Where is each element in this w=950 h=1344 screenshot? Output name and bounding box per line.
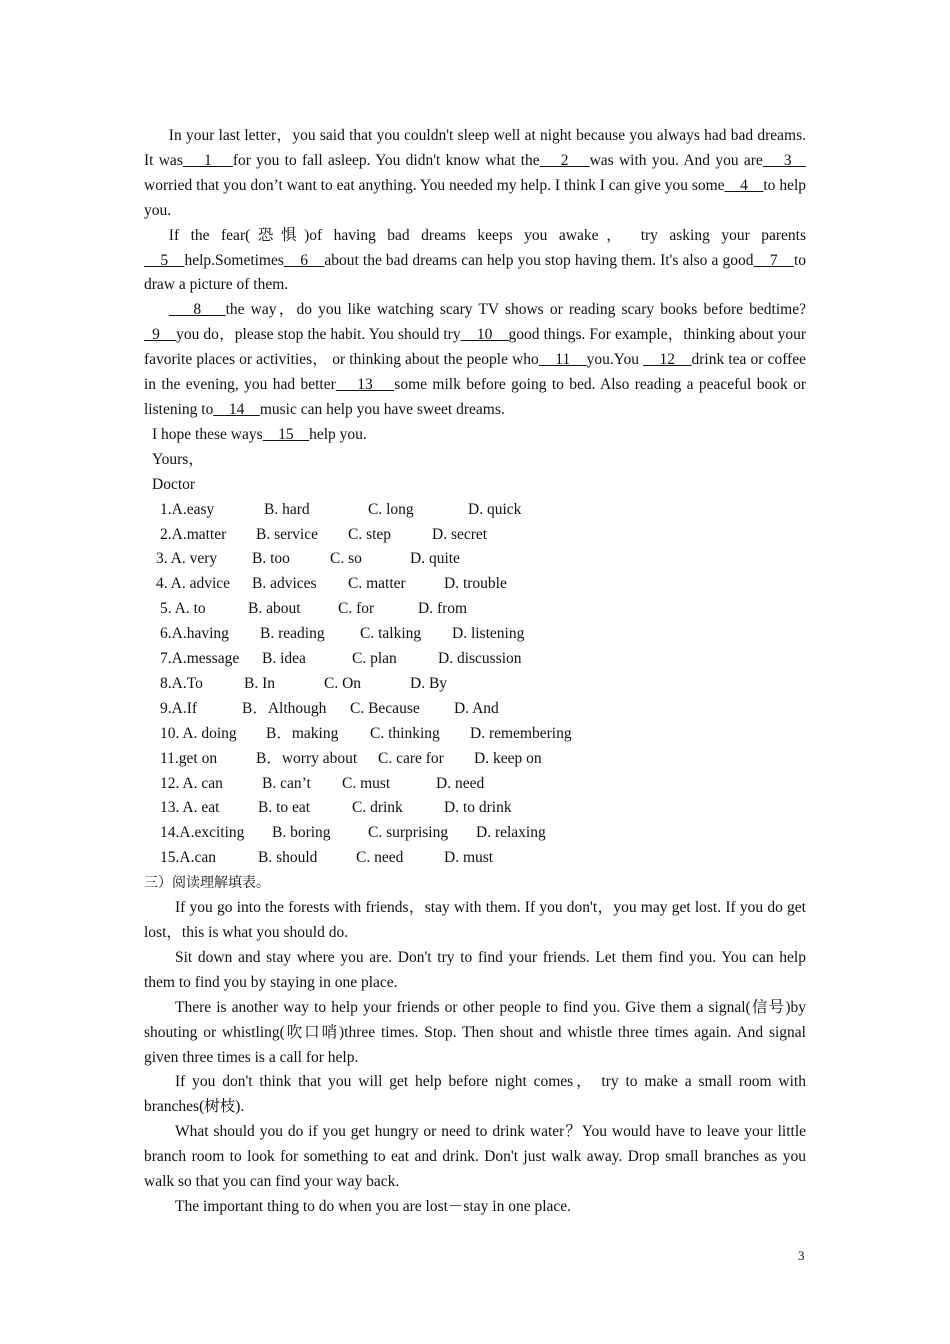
option-4-a: 4. A. advice: [156, 575, 231, 593]
option-row-15: [144, 846, 806, 871]
option-1-a: 1.A.easy: [160, 500, 215, 518]
blank-11: 11: [538, 351, 587, 369]
reading-paragraph-5: What should you do if you get hungry or need to drink water？You would have to leave your little branch room to look for something to eat and drink. Don't just walk away. Drop small branches as you walk so that you can find your way back.: [144, 1123, 806, 1191]
option-11-a: 11.get on: [160, 749, 218, 767]
letter-paragraph-4: I hope these ways 15 help you.: [152, 425, 367, 443]
option-10-a: 10. A. doing: [160, 724, 237, 742]
option-3-d: D. quite: [410, 550, 460, 568]
option-1-b: B. hard: [264, 500, 310, 518]
reading-paragraph-4: If you don't think that you will get help before night comes， try to make a small room with branches(树枝).: [144, 1073, 806, 1116]
options-list: [144, 498, 806, 872]
option-10-d: D. remembering: [470, 724, 572, 742]
option-6-a: 6.A.having: [160, 625, 229, 643]
blank-9: 9: [144, 326, 177, 344]
option-4-d: D. trouble: [444, 575, 507, 593]
option-row-4: [144, 572, 806, 597]
letter-paragraph-1: In your last letter，you said that you couldn't sleep well at night because you always had bad dreams. It was 1 for you to fall asleep. You didn't know what the 2 was with you. And you are 3 worried that you don’t want to eat anything. You needed my help. I think I can give you some 4 to help you.: [144, 127, 807, 219]
option-row-9: [144, 697, 806, 722]
option-6-b: B. reading: [260, 625, 325, 643]
option-row-12: [144, 772, 806, 797]
option-5-a: 5. A. to: [160, 600, 206, 618]
option-8-d: D. By: [410, 674, 448, 692]
option-12-a: 12. A. can: [160, 774, 223, 792]
option-15-c: C. need: [356, 849, 404, 867]
option-4-c: C. matter: [348, 575, 406, 593]
option-row-13: [144, 796, 806, 821]
option-row-8: [144, 672, 806, 697]
option-15-d: D. must: [444, 849, 494, 867]
option-14-a: 14.A.exciting: [160, 824, 245, 842]
option-row-10: [144, 722, 806, 747]
option-14-b: B. boring: [272, 824, 331, 842]
option-row-6: [144, 622, 806, 647]
option-11-b: B．worry about: [256, 749, 358, 767]
reading-paragraph-2: Sit down and stay where you are. Don't try to find your friends. Let them find you. You can help them to find you by staying in one place.: [144, 948, 806, 991]
reading-paragraph-6: The important thing to do when you are lost－stay in one place.: [175, 1197, 572, 1215]
option-2-c: C. step: [348, 525, 392, 543]
option-11-c: C. care for: [378, 749, 444, 767]
blank-13: 13: [335, 376, 395, 394]
option-15-a: 15.A.can: [160, 849, 216, 867]
option-12-d: D. need: [436, 774, 485, 792]
blank-10: 10: [460, 326, 509, 344]
letter-signature: Doctor: [152, 475, 196, 493]
option-7-a: 7.A.message: [160, 650, 240, 668]
option-2-a: 2.A.matter: [160, 525, 227, 543]
option-11-d: D. keep on: [474, 749, 542, 767]
option-10-b: B．making: [266, 724, 339, 742]
option-5-c: C. for: [338, 600, 375, 618]
page-number: 3: [798, 1248, 805, 1263]
option-12-c: C. must: [342, 774, 391, 792]
reading-paragraph-1: If you go into the forests with friends，stay with them. If you don't，you may get lost. If you do get lost，this is what you should do.: [144, 899, 806, 941]
option-7-c: C. plan: [352, 650, 397, 668]
option-row-5: [144, 597, 806, 622]
option-6-d: D. listening: [452, 625, 525, 643]
option-7-b: B. idea: [262, 650, 306, 668]
option-row-3: [144, 547, 806, 572]
option-2-b: B. service: [256, 525, 318, 543]
option-13-d: D. to drink: [444, 799, 512, 817]
option-8-b: B. In: [244, 674, 275, 692]
option-3-c: C. so: [330, 550, 362, 568]
reading-paragraph-3: There is another way to help your friends or other people to find you. Give them a signal(信号)by shouting or whistling(吹口哨)three times. Stop. Then shout and whistle three times again. And signal given three times is a call for help.: [144, 998, 806, 1066]
option-10-c: C. thinking: [370, 724, 440, 742]
option-9-b: B．Although: [242, 699, 327, 717]
option-1-d: D. quick: [468, 500, 522, 518]
option-1-c: C. long: [368, 500, 414, 518]
option-4-b: B. advices: [252, 575, 317, 593]
blank-1: 1: [182, 151, 233, 169]
option-3-a: 3. A. very: [156, 550, 218, 568]
blank-6: 6: [283, 251, 325, 269]
option-15-b: B. should: [258, 849, 318, 867]
blank-12: 12: [643, 351, 692, 369]
option-13-a: 13. A. eat: [160, 799, 220, 817]
option-3-b: B. too: [252, 550, 290, 568]
option-row-2: [144, 523, 806, 548]
blank-15: 15: [262, 425, 310, 443]
option-13-b: B. to eat: [258, 799, 311, 817]
section-3-heading: 三）阅读理解填表。: [144, 875, 270, 892]
option-5-d: D. from: [418, 600, 468, 618]
option-9-a: 9.A.If: [160, 699, 198, 717]
option-row-14: [144, 821, 806, 846]
option-row-1: [144, 498, 806, 523]
blank-8: 8: [168, 301, 226, 319]
option-2-d: D. secret: [432, 525, 488, 543]
blank-4: 4: [724, 176, 764, 194]
blank-14: 14: [213, 400, 260, 418]
option-13-c: C. drink: [352, 799, 403, 817]
option-6-c: C. talking: [360, 625, 422, 643]
option-row-11: [144, 747, 806, 772]
letter-paragraph-3: 8 the way，do you like watching scary TV shows or reading scary books before bedtime? 9 you do，please stop the habit. You should try 10 good things. For example，thinking about your favorite places or activities， or thinking about the people who 11 you.You 12 drink tea or coffee in the evening, you had better 13 some milk before going to bed. Also reading a peaceful book or listening to 14 music can help you have sweet dreams.: [144, 301, 807, 418]
letter-paragraph-2: If the fear(恐惧)of having bad dreams keeps you awake， try asking your parents 5 help.Sometimes 6 about the bad dreams can help you stop having them. It's also a good 7 to draw a picture of them.: [144, 226, 806, 294]
blank-2: 2: [539, 151, 590, 169]
option-9-c: C. Because: [350, 699, 420, 717]
document-body: [144, 124, 806, 1220]
blank-3: 3: [762, 151, 807, 169]
blank-5: 5: [144, 251, 185, 269]
blank-7: 7: [753, 251, 794, 269]
option-9-d: D. And: [454, 699, 499, 717]
option-7-d: D. discussion: [438, 650, 522, 668]
option-8-c: C. On: [324, 674, 362, 692]
option-14-d: D. relaxing: [476, 824, 546, 842]
option-5-b: B. about: [248, 600, 301, 618]
option-14-c: C. surprising: [368, 824, 449, 842]
option-8-a: 8.A.To: [160, 674, 203, 692]
option-row-7: [144, 647, 806, 672]
letter-closing: Yours，: [152, 450, 204, 468]
option-12-b: B. can’t: [262, 774, 311, 792]
